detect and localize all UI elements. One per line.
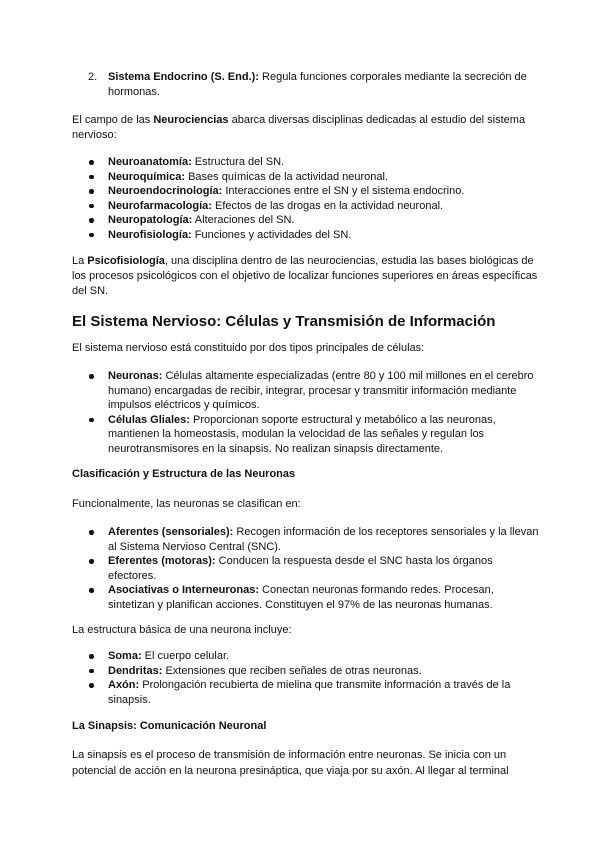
item-text: Regula funciones corporales mediante la secreción de hormonas. [108, 71, 527, 99]
text: abarca diversas disciplinas dedicadas al estudio del sistema nervioso: [72, 114, 526, 142]
section-heading: El Sistema Nervioso: Células y Transmisión de Información [72, 313, 496, 330]
text: El campo de las [72, 114, 154, 126]
list-item [72, 649, 542, 664]
paragraph-neurociencias [72, 113, 532, 143]
text: Bases químicas de la actividad neuronal. [185, 170, 389, 183]
neuron-structure-list [72, 649, 542, 707]
term: Psicofisiología [87, 255, 165, 267]
term: Neuroendocrinología: [108, 185, 223, 198]
paragraph-funcional: Funcionalmente, las neuronas se clasifican en: [72, 498, 301, 510]
text: Funciones y actividades del SN. [191, 228, 352, 241]
text: , una disciplina dentro de las neurociencias, estudia las bases biológicas de los procesos psicológicos con el objetivo de localizar funciones superiores en áreas específicas del SN. [72, 255, 538, 298]
term: Aferentes (sensoriales): [108, 526, 234, 538]
text: Células altamente especializadas (entre 80 y 100 mil millones en el cerebro humano) encargadas de recibir, integrar, procesar y transmitir información mediante impulsos eléctricos y químicos. [108, 370, 534, 412]
numbered-item [72, 70, 548, 100]
paragraph-psicofisiologia [72, 254, 542, 300]
list-item [72, 155, 532, 170]
list-item [72, 369, 542, 413]
text: Conducen la respuesta desde el SNC hasta los órganos efectores. [108, 555, 493, 582]
term: Neuronas: [108, 370, 163, 382]
list-item [72, 199, 532, 214]
text: Interacciones entre el SN y el sistema endocrino. [222, 185, 465, 198]
list-item [72, 554, 542, 583]
term: Neuroquímica: [108, 170, 186, 183]
text: Proporcionan soporte estructural y metabólico a las neuronas, mantienen la homeostasis, modulan la velocidad de las señales y regulan los neurotransmisores en la sinapsis. No realizan sinapsis directamente. [108, 413, 496, 455]
text: Alteraciones del SN. [192, 214, 295, 227]
disciplines-list [72, 155, 532, 243]
text: El cuerpo celular. [141, 650, 230, 662]
term: Asociativas o Interneuronas: [108, 584, 259, 597]
list-item [72, 583, 542, 612]
term: Neurociencias [153, 114, 229, 126]
list-item [72, 184, 532, 199]
subheading-clasificacion: Clasificación y Estructura de las Neuronas [72, 468, 296, 480]
term: Neuroanatomía: [108, 156, 192, 168]
term: Soma: [108, 650, 142, 662]
text: Estructura del SN. [191, 156, 285, 168]
term: Neurofisiología: [108, 228, 192, 241]
item-number: 2. [88, 71, 98, 83]
list-item [72, 213, 532, 228]
list-item [72, 525, 542, 554]
list-item [72, 228, 532, 243]
list-item [72, 413, 542, 457]
term: Neuropatología: [108, 214, 193, 227]
item-term: Sistema Endocrino (S. End.): [108, 71, 259, 83]
text: Efectos de las drogas en la actividad neuronal. [211, 199, 444, 212]
subheading-sinapsis: La Sinapsis: Comunicación Neuronal [72, 720, 267, 732]
text: Recogen información de los receptores sensoriales y la llevan al Sistema Nervioso Central (SNC). [108, 526, 539, 553]
text: Conectan neuronas formando redes. Procesan, sintetizan y planifican acciones. Constituyen el 97% de las neuronas humanas. [108, 584, 494, 611]
text: La [72, 255, 88, 267]
list-item [72, 664, 542, 679]
term: Eferentes (motoras): [108, 555, 216, 568]
paragraph-estructura: La estructura básica de una neurona incluye: [72, 624, 292, 636]
list-item [72, 678, 542, 707]
list-item [72, 170, 532, 185]
term: Células Gliales: [108, 413, 190, 426]
text: Prolongación recubierta de mielina que transmite información a través de la sinapsis. [108, 679, 511, 706]
term: Axón: [108, 679, 140, 692]
paragraph-sinapsis: La sinapsis es el proceso de transmisión de información entre neuronas. Se inicia con un potencial de acción en la neurona presináptica, que viaja por su axón. Al llegar al terminal [72, 749, 509, 777]
term: Dendritas: [108, 664, 163, 677]
paragraph-cell-types: El sistema nervioso está constituido por dos tipos principales de células: [72, 342, 425, 354]
term: Neurofarmacología: [108, 199, 212, 212]
text: Extensiones que reciben señales de otras neuronas. [162, 664, 422, 677]
cell-types-list [72, 369, 542, 457]
neuron-types-list [72, 525, 542, 613]
